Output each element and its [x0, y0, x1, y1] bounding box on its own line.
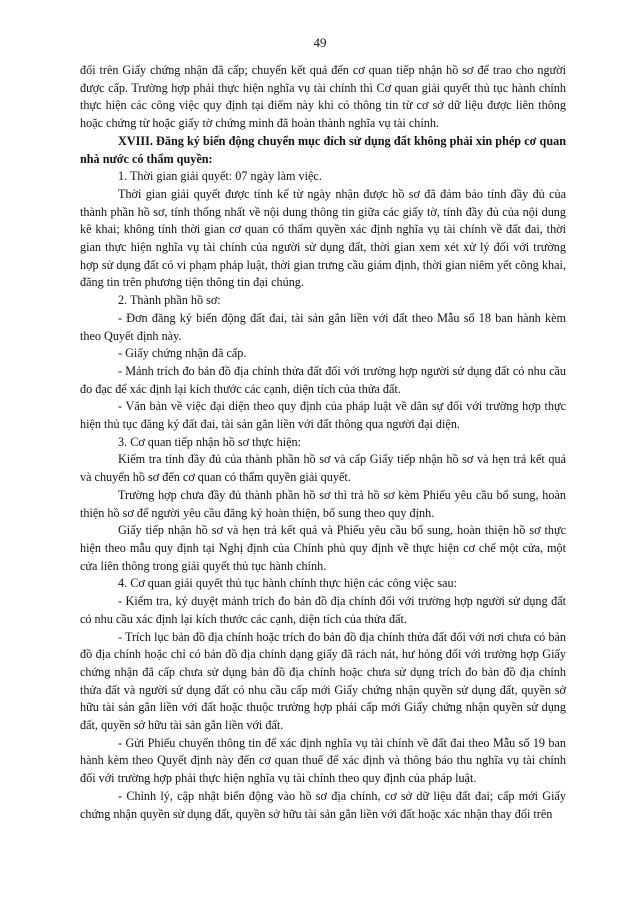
page-number: 49 [313, 35, 327, 50]
paragraph: 2. Thành phần hồ sơ: [118, 293, 221, 308]
paragraph: 1. Thời gian giải quyết: 07 ngày làm việc. [118, 169, 322, 184]
list-item: - Mảnh trích đo bản đồ địa chính thửa đất đối với trường hợp người sử dụng đất có nhu cầu đo đạc để xác định lại kích thước các cạnh, diện tích của thửa đất. [80, 363, 566, 396]
paragraph: 3. Cơ quan tiếp nhận hồ sơ thực hiện: [118, 434, 301, 449]
list-item: - Đơn đăng ký biến động đất đai, tài sản gắn liền với đất theo Mẫu số 18 ban hành kèm theo Quyết định này. [80, 310, 566, 343]
list-item: - Gửi Phiếu chuyển thông tin để xác định nghĩa vụ tài chính về đất đai theo Mẫu số 19 ban hành kèm theo Quyết định này đến cơ quan thuế để xác định và thông báo thu nghĩa vụ tài chính đối với trường hợp phải thực hiện nghĩa vụ tài chính theo quy định của pháp luật. [80, 735, 566, 786]
paragraph-continuation: đối trên Giấy chứng nhận đã cấp; chuyển kết quả đến cơ quan tiếp nhận hồ sơ để trao cho người được cấp. Trường hợp phải thực hiện nghĩa vụ tài chính thì Cơ quan giải quyết thủ tục hành chính thực hiện các công việc quy định tại điểm này khi có thông tin từ cơ sở dữ liệu được liên thông hoặc chứng từ hoặc giấy tờ chứng minh đã hoàn thành nghĩa vụ tài chính. [80, 63, 566, 131]
list-item: - Kiểm tra, ký duyệt mảnh trích đo bản đồ địa chính đối với trường hợp người sử dụng đất có nhu cầu xác định lại kích thước các cạnh, diện tích của thửa đất. [80, 594, 566, 626]
paragraph: Thời gian giải quyết được tính kể từ ngày nhận được hồ sơ đã đảm bảo tính đầy đủ của thành phần hồ sơ, tính thống nhất về nội dung thông tin giữa các giấy tờ, tính đầy đủ của nội dung kê khai; không tính thời gian cơ quan có thẩm quyền xác định nghĩa vụ tài chính về đất đai, thời gian thực hiện nghĩa vụ tài chính của người sử dụng đất, thời gian xem xét xử lý đối với trường hợp sử dụng đất có vi phạm pháp luật, thời gian trưng cầu giám định, thời gian niêm yết công khai, đăng tin trên phương tiện thông tin đại chúng. [80, 186, 566, 290]
section-heading: XVIII. Đăng ký biến động chuyển mục đích sử dụng đất không phải xin phép cơ quan nhà nước có thẩm quyền: [80, 133, 566, 166]
list-item: - Chỉnh lý, cập nhật biến động vào hồ sơ địa chính, cơ sở dữ liệu đất đai; cấp mới Giấy chứng nhận quyền sử dụng đất, quyền sở hữu tài sản gắn liền với đất hoặc xác nhận thay đổi trên [80, 788, 566, 821]
list-item: - Giấy chứng nhận đã cấp. [118, 346, 247, 361]
paragraph: Trường hợp chưa đầy đủ thành phần hồ sơ thì trả hồ sơ kèm Phiếu yêu cầu bổ sung, hoàn thiện hồ sơ để người yêu cầu đăng ký hoàn thiện, bổ sung theo quy định. [80, 487, 566, 520]
list-item: - Trích lục bản đồ địa chính hoặc trích đo bản đồ địa chính thửa đất đối với nơi chưa có bản đồ địa chính hoặc chỉ có bản đồ địa chính dạng giấy đã rách nát, hư hỏng đối với trường hợp Giấy chứng nhận đã cấp chưa sử dụng bản đồ địa chính hoặc chưa sử dụng trích đo bản đồ địa chính thửa đất và người sử dụng đất có nhu cầu cấp mới Giấy chứng nhận quyền sử dụng đất, quyền sở hữu tài sản gắn liền với đất hoặc thuộc trường hợp phải cấp mới Giấy chứng nhận quyền sử dụng đất, quyền sở hữu tài sản gắn liền với đất. [80, 629, 566, 733]
document-body [80, 62, 566, 823]
paragraph: Kiểm tra tính đầy đủ của thành phần hồ sơ và cấp Giấy tiếp nhận hồ sơ và hẹn trả kết quả và chuyển hồ sơ đến cơ quan có thẩm quyền giải quyết. [80, 452, 566, 485]
paragraph: Giấy tiếp nhận hồ sơ và hẹn trả kết quả và Phiếu yêu cầu bổ sung, hoàn thiện hồ sơ thực hiện theo mẫu quy định tại Nghị định của Chính phủ quy định về thực hiện cơ chế một cửa, một cửa liên thông trong giải quyết thủ tục hành chính. [80, 523, 566, 573]
paragraph: 4. Cơ quan giải quyết thủ tục hành chính thực hiện các công việc sau: [118, 576, 457, 591]
list-item: - Văn bản về việc đại diện theo quy định của pháp luật về dân sự đối với trường hợp thực hiện thủ tục đăng ký đất đai, tài sản gắn liền với đất thông qua người đại diện. [80, 399, 566, 432]
